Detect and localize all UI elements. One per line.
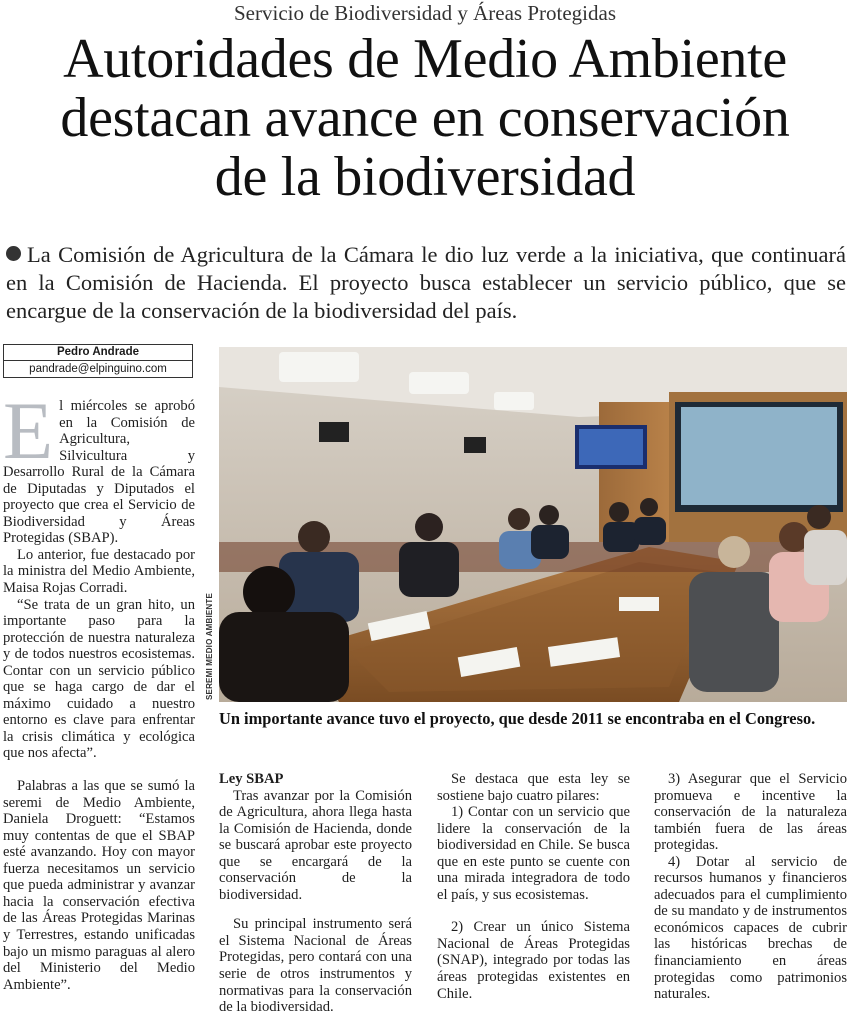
meeting-room-illustration [219,347,847,702]
drop-cap: E [3,385,54,476]
paragraph: Lo anterior, fue destacado por la ministra del Medio Ambiente, Maisa Rojas Corradi. [3,546,195,597]
byline-box [3,344,193,378]
article-column-1 [3,385,195,993]
deck [6,241,846,325]
headline-line: destacan avance en conservación [60,87,790,149]
photo-caption: Un importante avance tuvo el proyecto, que desde 2011 se encontraba en el Congreso. [219,709,816,728]
lead-paragraph: El miércoles se aprobó en la Comisión de Agricultura, Silvicultura y Desarrollo Rural de la Cámara de Diputadas y Diputados el proyecto que crea el Servicio de Biodiversidad y Áreas Protegidas (SBAP). [3,385,195,547]
subheading: Ley SBAP [219,771,284,787]
paragraph: Tras avanzar por la Comisión de Agricultura, ahora llega hasta la Comisión de Hacienda, donde se buscará aprobar este proyecto que se encargará de la conservación de la biodiversidad. [219,787,412,903]
headline-line: de la biodiversidad [214,146,636,208]
meeting-photo [219,347,847,702]
list-item: 3) Asegurar que el Servicio promueva e incentive la conservación de la naturaleza también fuera de las áreas protegidas. [654,771,847,854]
article-column-2 [219,771,412,1016]
bullet-icon [6,246,21,261]
photo-credit: SEREMI MEDIO AMBIENTE [205,592,214,700]
paragraph: Palabras a las que se sumó la seremi de Medio Ambiente, Daniela Droguett: “Estamos muy contentas de que el SBAP esté avanzando. Hoy con mayor fuerza necesitamos un servicio que pueda administrar y avanzar hacia la conservación efectiva de las Áreas Protegidas Marinas y Terrestres, estando unificadas bajo un mismo paraguas al alero del Ministerio del Medio Ambiente”. [3,778,195,993]
quote-paragraph: “Se trata de un gran hito, un importante paso para la protección de nuestra naturaleza y de todos nuestros ecosistemas. Contar con un servicio público que se haga cargo de dar el máximo cuidado a nuestro entorno es clave para enfrentar la crisis climática y ecológica que nos afecta”. [3,596,195,762]
author-name: Pedro Andrade [4,345,192,361]
article-column-4 [654,771,847,1003]
author-email[interactable]: pandrade@elpinguino.com [29,363,167,375]
headline-line: Autoridades de Medio Ambiente [63,28,787,90]
list-item: 4) Dotar al servicio de recursos humanos y financieros adecuados para el cumplimiento de su mandato y de instrumentos económicos capaces de cubrir las históricas brechas de financiamiento en áreas protegidas como patrimonios naturales. [654,853,847,1003]
list-item: 1) Contar con un servicio que lidere la conservación de la biodiversidad en Chile. Se busca que en este punto se cuente con una mirada integradora de todo el país, y sus ecosistemas. [437,804,630,903]
paragraph: Se destaca que esta ley se sostiene bajo cuatro pilares: [437,771,630,804]
deck-text: La Comisión de Agricultura de la Cámara le dio luz verde a la iniciativa, que continuará en la Comisión de Hacienda. El proyecto busca establecer un servicio público, que se encargue de la conservación de la biodiversidad del país. [6,242,846,323]
section-kicker: Servicio de Biodiversidad y Áreas Protegidas [234,1,616,25]
list-item: 2) Crear un único Sistema Nacional de Áreas Protegidas (SNAP), integrado por todas las áreas protegidas existentes en Chile. [437,919,630,1002]
paragraph: Su principal instrumento será el Sistema Nacional de Áreas Protegidas, pero contará con una serie de otros instrumentos y normativas para la conservación de la biodiversidad. [219,916,412,1016]
article-column-3 [437,771,630,1002]
headline [0,30,850,207]
